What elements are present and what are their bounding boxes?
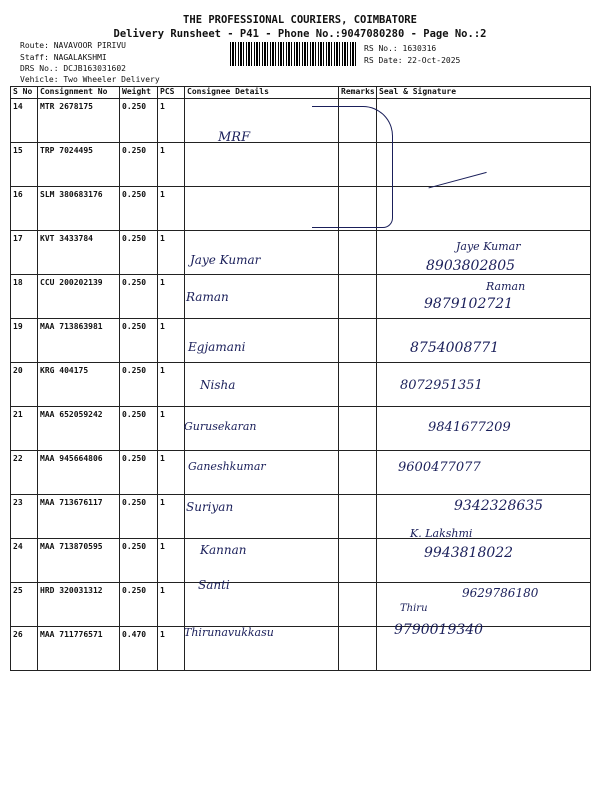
cell-pcs: 1 <box>158 539 185 583</box>
handwritten-name-8: Kannan <box>200 543 247 557</box>
cell-signature <box>377 99 591 143</box>
cell-consignment-no: MAA 945664806 <box>38 451 120 495</box>
handwritten-phone-6: 9600477077 <box>398 460 481 475</box>
cell-pcs: 1 <box>158 407 185 451</box>
handwritten-name-3: Egjamani <box>188 340 246 354</box>
cell-sno: 15 <box>11 143 38 187</box>
cell-weight: 0.250 <box>120 187 158 231</box>
handwritten-bracket <box>312 106 393 228</box>
cell-sno: 18 <box>11 275 38 319</box>
cell-sno: 21 <box>11 407 38 451</box>
cell-remarks <box>339 275 377 319</box>
cell-weight: 0.250 <box>120 363 158 407</box>
cell-remarks <box>339 319 377 363</box>
handwritten-sign-1: Jaye Kumar <box>456 240 521 253</box>
table-row <box>11 319 591 363</box>
cell-sno: 19 <box>11 319 38 363</box>
cell-consignment-no: MAA 713676117 <box>38 495 120 539</box>
cell-consignment-no: MAA 652059242 <box>38 407 120 451</box>
cell-remarks <box>339 495 377 539</box>
cell-pcs: 1 <box>158 231 185 275</box>
handwritten-name-7: Suriyan <box>186 500 234 514</box>
cell-consignment-no: CCU 200202139 <box>38 275 120 319</box>
handwritten-phone-10: 9790019340 <box>394 622 484 638</box>
table-row <box>11 99 591 143</box>
cell-pcs: 1 <box>158 143 185 187</box>
col-weight: Weight <box>120 87 158 99</box>
cell-weight: 0.250 <box>120 275 158 319</box>
col-remarks: Remarks <box>339 87 377 99</box>
vehicle-info: Vehicle: Two Wheeler Delivery <box>20 75 160 84</box>
cell-weight: 0.250 <box>120 407 158 451</box>
cell-sno: 25 <box>11 583 38 627</box>
rs-number: RS No.: 1630316 <box>364 44 437 53</box>
cell-pcs: 1 <box>158 495 185 539</box>
handwritten-name-4: Nisha <box>200 378 236 392</box>
handwritten-phone-2: 9879102721 <box>424 296 514 312</box>
cell-consignment-no: KVT 3433784 <box>38 231 120 275</box>
col-signature: Seal & Signature <box>377 87 591 99</box>
cell-remarks <box>339 539 377 583</box>
table-row <box>11 187 591 231</box>
table-header-row <box>11 87 591 99</box>
table-row <box>11 143 591 187</box>
handwritten-phone-9: 9629786180 <box>462 586 539 600</box>
handwritten-phone-3: 8754008771 <box>410 340 500 356</box>
handwritten-name-1: Jaye Kumar <box>190 253 261 267</box>
rs-date: RS Date: 22-Oct-2025 <box>364 56 461 65</box>
handwritten-phone-7: 9342328635 <box>454 498 544 514</box>
cell-sno: 16 <box>11 187 38 231</box>
cell-consignment-no: MAA 713863981 <box>38 319 120 363</box>
col-pcs: PCS <box>158 87 185 99</box>
cell-weight: 0.250 <box>120 143 158 187</box>
cell-weight: 0.250 <box>120 495 158 539</box>
cell-sno: 26 <box>11 627 38 671</box>
cell-weight: 0.250 <box>120 539 158 583</box>
handwritten-name-6: Ganeshkumar <box>188 460 266 473</box>
handwritten-sign-3: K. Lakshmi <box>410 527 473 540</box>
cell-weight: 0.250 <box>120 583 158 627</box>
runsheet-table <box>10 86 591 671</box>
cell-remarks <box>339 363 377 407</box>
cell-remarks <box>339 627 377 671</box>
cell-sno: 14 <box>11 99 38 143</box>
cell-sno: 22 <box>11 451 38 495</box>
handwritten-phone-4: 8072951351 <box>400 378 483 393</box>
cell-pcs: 1 <box>158 275 185 319</box>
cell-remarks <box>339 407 377 451</box>
cell-consignment-no: MTR 2678175 <box>38 99 120 143</box>
handwritten-sign-4: Thiru <box>400 603 428 614</box>
cell-remarks <box>339 583 377 627</box>
handwritten-name-9: Santi <box>198 578 230 592</box>
cell-signature <box>377 187 591 231</box>
cell-weight: 0.250 <box>120 231 158 275</box>
handwritten-phone-5: 9841677209 <box>428 420 511 435</box>
drs-number: DRS No.: DCJB163031602 <box>20 64 126 73</box>
cell-weight: 0.470 <box>120 627 158 671</box>
cell-consignment-no: MAA 711776571 <box>38 627 120 671</box>
route-info: Route: NAVAVOOR PIRIVU <box>20 41 126 50</box>
handwritten-sign-2: Raman <box>486 280 526 293</box>
cell-consignment-no: HRD 320031312 <box>38 583 120 627</box>
cell-remarks <box>339 231 377 275</box>
cell-sno: 23 <box>11 495 38 539</box>
cell-pcs: 1 <box>158 187 185 231</box>
cell-consignment-no: SLM 380683176 <box>38 187 120 231</box>
handwritten-name-2: Raman <box>186 290 229 304</box>
barcode-image <box>230 42 358 66</box>
runsheet-title: Delivery Runsheet - P41 - Phone No.:9047080280 - Page No.:2 <box>113 28 487 40</box>
cell-consignment-no: TRP 7024495 <box>38 143 120 187</box>
table-row <box>11 451 591 495</box>
table-row <box>11 363 591 407</box>
col-sno: S No <box>11 87 38 99</box>
company-title: THE PROFESSIONAL COURIERS, COIMBATORE <box>183 14 417 26</box>
cell-pcs: 1 <box>158 319 185 363</box>
cell-sno: 20 <box>11 363 38 407</box>
cell-weight: 0.250 <box>120 99 158 143</box>
handwritten-phone-8: 9943818022 <box>424 545 514 561</box>
cell-consignment-no: KRG 404175 <box>38 363 120 407</box>
handwritten-phone-1: 8903802805 <box>426 258 516 274</box>
col-consignment: Consignment No <box>38 87 120 99</box>
col-consignee: Consignee Details <box>185 87 339 99</box>
cell-pcs: 1 <box>158 627 185 671</box>
handwritten-name-5: Gurusekaran <box>184 420 257 433</box>
cell-pcs: 1 <box>158 451 185 495</box>
cell-weight: 0.250 <box>120 451 158 495</box>
handwritten-mrf: MRF <box>218 130 251 145</box>
cell-weight: 0.250 <box>120 319 158 363</box>
handwritten-name-10: Thirunavukkasu <box>184 626 274 639</box>
cell-pcs: 1 <box>158 583 185 627</box>
staff-info: Staff: NAGALAKSHMI <box>20 53 107 62</box>
cell-sno: 17 <box>11 231 38 275</box>
cell-sno: 24 <box>11 539 38 583</box>
cell-remarks <box>339 451 377 495</box>
table-row <box>11 627 591 671</box>
cell-consignment-no: MAA 713870595 <box>38 539 120 583</box>
cell-pcs: 1 <box>158 99 185 143</box>
cell-pcs: 1 <box>158 363 185 407</box>
